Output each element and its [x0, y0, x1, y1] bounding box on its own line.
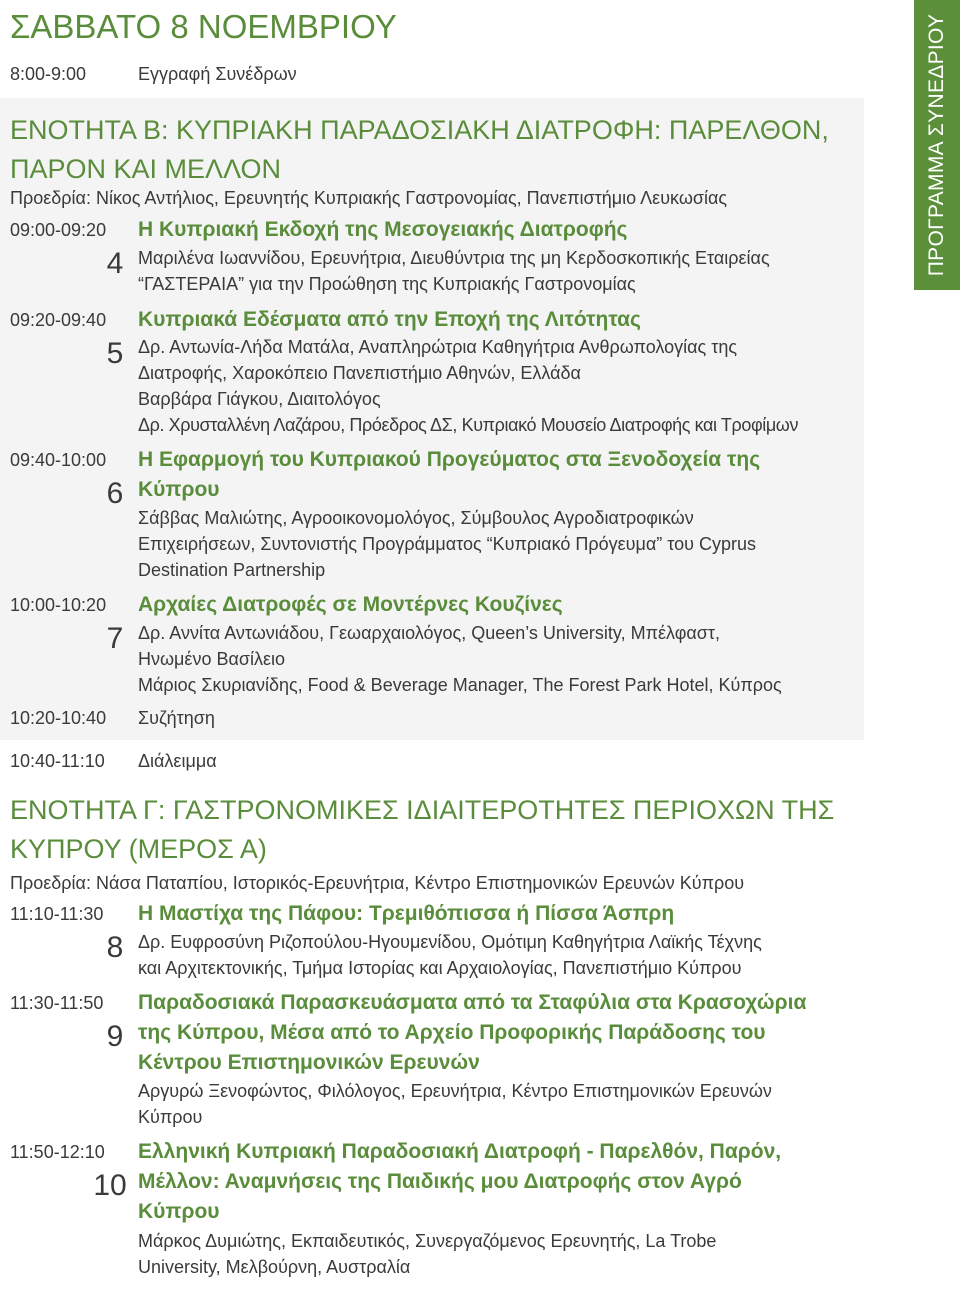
- talk-title: Κυπριακά Εδέσματα από την Εποχή της Λιτότητας: [138, 308, 641, 331]
- discussion-label: Συζήτηση: [138, 708, 215, 728]
- talk-speakers: [138, 1228, 868, 1280]
- speaker-line: και Αρχιτεκτονικής, Τμήμα Ιστορίας και Αρχαιολογίας, Πανεπιστήμιο Κύπρου: [138, 958, 742, 978]
- talk-number: 8: [106, 931, 124, 964]
- program-sidebar-tab: [914, 0, 960, 290]
- section-b-chair: Προεδρία: Νίκος Αντήλιος, Ερευνητής Κυπριακής Γαστρονομίας, Πανεπιστήμιο Λευκωσίας: [10, 188, 728, 208]
- talk-speakers: [138, 620, 868, 698]
- section-c-title: ΕΝΟΤΗΤΑ Γ: ΓΑΣΤΡΟΝΟΜΙΚΕΣ ΙΔΙΑΙΤΕΡΟΤΗΤΕΣ ΠΕΡΙΟΧΩΝ ΤΗΣ ΚΥΠΡΟΥ (ΜΕΡΟΣ Α): [10, 795, 835, 864]
- speaker-line: Αργυρώ Ξενοφώντος, Φιλόλογος, Ερευνήτρια, Κέντρο Επιστημονικών Ερευνών: [138, 1081, 772, 1101]
- discussion-time: 10:20-10:40: [10, 708, 107, 728]
- title-line: Μέλλον: Αναμνήσεις της Παιδικής μου Διατροφής στον Αγρό: [138, 1170, 742, 1193]
- speaker-line: Δρ. Αννίτα Αντωνιάδου, Γεωαρχαιολόγος, Queen’s University, Μπέλφαστ,: [138, 623, 721, 643]
- title-line: Παραδοσιακά Παρασκευάσματα από τα Σταφύλια στα Κρασοχώρια: [138, 991, 807, 1014]
- talk-speakers: [138, 334, 868, 438]
- speaker-line: Μάρκος Δυμιώτης, Εκπαιδευτικός, Συνεργαζόμενος Ερευνητής, La Trobe: [138, 1231, 717, 1251]
- speaker-line: Μάριος Σκυριανίδης, Food & Beverage Manager, The Forest Park Hotel, Κύπρος: [138, 675, 782, 695]
- talk-title: [138, 988, 858, 1078]
- speaker-line: Κύπρου: [138, 1107, 203, 1127]
- talk-number: 5: [106, 337, 124, 370]
- speaker-line: Βαρβάρα Γιάγκου, Διαιτολόγος: [138, 389, 381, 409]
- speaker-line: Δρ. Ευφροσύνη Ριζοπούλου-Ηγουμενίδου, Ομότιμη Καθηγήτρια Λαϊκής Τέχνης: [138, 932, 762, 952]
- sidebar-label: ΠΡΟΓΡΑΜΜΑ ΣΥΝΕΔΡΙΟΥ: [925, 13, 948, 277]
- registration-label: Εγγραφή Συνέδρων: [138, 64, 297, 84]
- talk-number: 4: [106, 247, 124, 280]
- title-line: Κύπρου: [138, 1200, 220, 1223]
- speaker-line: Destination Partnership: [138, 560, 326, 580]
- talk-number: 6: [106, 477, 124, 510]
- talk-number: 9: [106, 1020, 124, 1053]
- break-time: 10:40-11:10: [10, 751, 105, 771]
- talk-speakers: [138, 1078, 868, 1130]
- talk-title: Η Κυπριακή Εκδοχή της Μεσογειακής Διατροφής: [138, 218, 628, 241]
- speaker-line: Ηνωμένο Βασίλειο: [138, 649, 286, 669]
- talk-time: 09:00-09:20: [10, 220, 107, 240]
- title-line: Η Εφαρμογή του Κυπριακού Προγεύματος στα Ξενοδοχεία της: [138, 448, 761, 471]
- talk-time: 11:30-11:50: [10, 993, 104, 1013]
- talk-speakers: [138, 929, 868, 981]
- day-title: ΣΑΒΒΑΤΟ 8 ΝΟΕΜΒΡΙΟΥ: [10, 8, 397, 45]
- talk-title: [138, 1137, 858, 1227]
- title-line: Κέντρου Επιστημονικών Ερευνών: [138, 1051, 480, 1074]
- talk-speakers: [138, 245, 868, 297]
- talk-time: 11:50-12:10: [10, 1142, 105, 1162]
- speaker-line: Μαριλένα Ιωαννίδου, Ερευνήτρια, Διευθύντρια της μη Κερδοσκοπικής Εταιρείας: [138, 248, 770, 268]
- talk-speakers: [138, 505, 868, 583]
- talk-number: 10: [93, 1169, 127, 1202]
- talk-time: 11:10-11:30: [10, 904, 104, 924]
- speaker-line: Επιχειρήσεων, Συντονιστής Προγράμματος “Κυπριακό Πρόγευμα” του Cyprus: [138, 534, 756, 554]
- registration-row: [10, 64, 297, 85]
- section-c-chair: Προεδρία: Νάσα Παταπίου, Ιστορικός-Ερευνήτρια, Κέντρο Επιστημονικών Ερευνών Κύπρου: [10, 873, 745, 893]
- speaker-line: University, Μελβούρνη, Αυστραλία: [138, 1257, 411, 1277]
- speaker-line: Σάββας Μαλιώτης, Αγροοικονομολόγος, Σύμβουλος Αγροδιατροφικών: [138, 508, 694, 528]
- registration-time: 8:00-9:00: [10, 64, 87, 84]
- speaker-line: Δρ. Χρυσταλλένη Λαζάρου, Πρόεδρος ΔΣ, Κυπριακό Μουσείο Διατροφής και Τροφίμων: [138, 415, 799, 435]
- speaker-line: Διατροφής, Χαροκόπειο Πανεπιστήμιο Αθηνών, Ελλάδα: [138, 363, 581, 383]
- title-line: Ελληνική Κυπριακή Παραδοσιακή Διατροφή - Παρελθόν, Παρόν,: [138, 1140, 782, 1163]
- speaker-line: “ΓΑΣΤΕΡΑΙΑ” για την Προώθηση της Κυπριακής Γαστρονομίας: [138, 274, 636, 294]
- talk-time: 10:00-10:20: [10, 595, 107, 615]
- speaker-line: Δρ. Αντωνία-Λήδα Ματάλα, Αναπληρώτρια Καθηγήτρια Ανθρωπολογίας της: [138, 337, 738, 357]
- title-line: της Κύπρου, Μέσα από το Αρχείο Προφορικής Παράδοσης του: [138, 1021, 766, 1044]
- talk-title: Αρχαίες Διατροφές σε Μοντέρνες Κουζίνες: [138, 593, 563, 616]
- title-line: Κύπρου: [138, 478, 220, 501]
- break-label: Διάλειμμα: [138, 751, 217, 771]
- talk-title: Η Μαστίχα της Πάφου: Τρεμιθόπισσα ή Πίσσα Άσπρη: [138, 902, 675, 925]
- talk-number: 7: [106, 622, 124, 655]
- talk-time: 09:40-10:00: [10, 450, 107, 470]
- talk-time: 09:20-09:40: [10, 310, 107, 330]
- section-b-title: ΕΝΟΤΗΤΑ Β: ΚΥΠΡΙΑΚΗ ΠΑΡΑΔΟΣΙΑΚΗ ΔΙΑΤΡΟΦΗ: ΠΑΡΕΛΘΟΝ, ΠΑΡΟΝ ΚΑΙ ΜΕΛΛΟΝ: [10, 115, 829, 184]
- talk-title: [138, 445, 858, 505]
